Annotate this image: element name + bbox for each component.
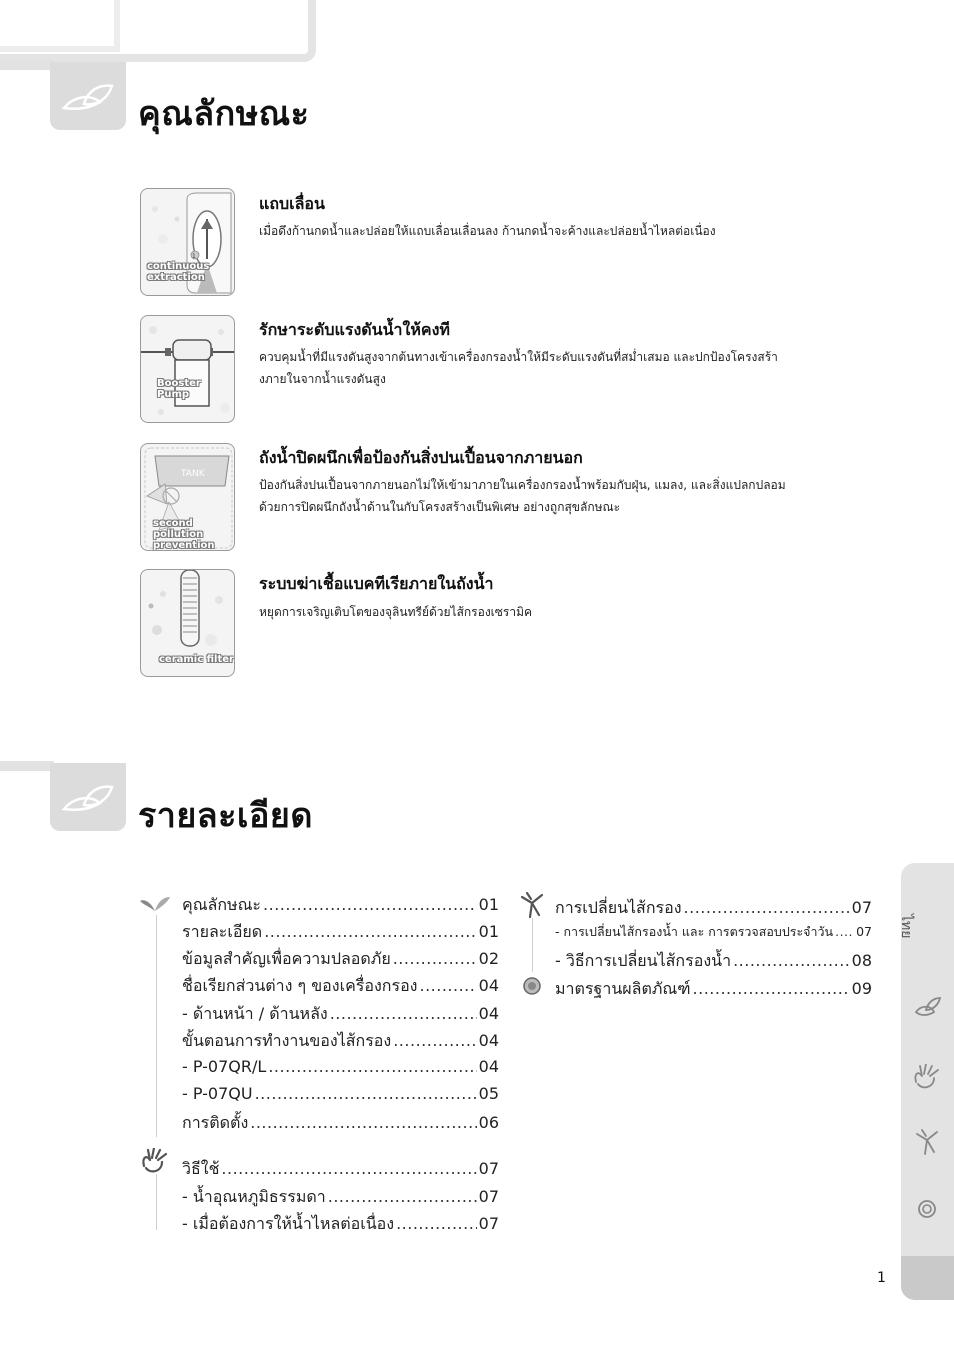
toc-entry-text: - เมื่อต้องการให้น้ำไหลต่อเนื่อง bbox=[182, 1214, 395, 1233]
svg-text:1: 1 bbox=[192, 253, 196, 260]
section-rule bbox=[0, 761, 54, 771]
thumb-label-line: prevention bbox=[153, 540, 215, 551]
section-rule bbox=[0, 60, 54, 70]
feature-title: แถบเลื่อน bbox=[259, 194, 325, 213]
toc-entry-text: ข้อมูลสำคัญเพื่อความปลอดภัย bbox=[182, 949, 391, 968]
toc-entry[interactable] bbox=[182, 947, 499, 972]
thumb-label-line: ceramic filter bbox=[159, 654, 234, 665]
toc-entry-text: วิธีใช้ bbox=[182, 1159, 220, 1178]
toc-divider-line bbox=[156, 915, 157, 1137]
toc-entry-page: 07 bbox=[478, 1159, 499, 1178]
person-icon bbox=[519, 891, 545, 919]
toc-entry[interactable] bbox=[555, 896, 872, 921]
toc-entry-text: ชื่อเรียกส่วนต่าง ๆ ของเครื่องกรอง bbox=[182, 976, 418, 995]
feature-image-ceramic-filter bbox=[140, 569, 235, 677]
feature-image-continuous-extraction bbox=[140, 188, 235, 296]
feature-title: ระบบฆ่าเชื้อแบคทีเรียภายในถังน้ำ bbox=[259, 574, 494, 593]
spiral-icon bbox=[916, 1198, 938, 1220]
toc-divider-line bbox=[532, 918, 533, 972]
toc-entry-page: 01 bbox=[478, 895, 499, 914]
page-number: 1 bbox=[877, 1270, 886, 1286]
toc-entry-text: รายละเอียด bbox=[182, 922, 263, 941]
toc-entry-page: 08 bbox=[851, 951, 872, 970]
toc-entry[interactable] bbox=[182, 1084, 499, 1103]
toc-entry-text: - ด้านหน้า / ด้านหลัง bbox=[182, 1004, 328, 1023]
toc-entry-text: - น้ำอุณหภูมิธรรมดา bbox=[182, 1187, 326, 1206]
toc-entry-page: 07 bbox=[851, 898, 872, 917]
toc-entry[interactable] bbox=[555, 922, 872, 942]
thumb-label-line: continuous bbox=[147, 261, 210, 272]
toc-entry-text: ขั้นตอนการทำงานของไส้กรอง bbox=[182, 1031, 392, 1050]
toc-entry-page: 07 bbox=[478, 1214, 499, 1233]
person-icon bbox=[914, 1128, 940, 1156]
hand-icon bbox=[140, 1148, 170, 1174]
thumb-label-line: Booster Pump bbox=[157, 378, 201, 400]
toc-divider-line bbox=[156, 1174, 157, 1230]
toc-entry[interactable] bbox=[182, 893, 499, 918]
toc-entry[interactable] bbox=[555, 949, 872, 974]
side-tab-footer bbox=[901, 1256, 954, 1300]
toc-entry[interactable] bbox=[182, 1029, 499, 1054]
svg-text:TANK: TANK bbox=[181, 469, 205, 479]
toc-entry[interactable] bbox=[182, 1057, 499, 1076]
feature-title: ถังน้ำปิดผนึกเพื่อป้องกันสิ่งปนเปื้อนจากภายนอก bbox=[259, 448, 583, 467]
leaf-logo-icon bbox=[60, 78, 118, 122]
toc-entry-page: 05 bbox=[478, 1084, 499, 1103]
spiral-icon bbox=[522, 976, 542, 996]
toc-entry[interactable] bbox=[182, 1002, 499, 1027]
toc-entry-text: - วิธีการเปลี่ยนไส้กรองน้ำ bbox=[555, 951, 732, 970]
toc-entry[interactable] bbox=[182, 920, 499, 945]
toc-entry-text: - P-07QU bbox=[182, 1084, 253, 1103]
toc-entry[interactable] bbox=[182, 1111, 499, 1136]
feature-desc-line: ด้วยการปิดผนึกถังน้ำด้านในกับโครงสร้างเป็นพิเศษ อย่างถูกสุขลักษณะ bbox=[259, 500, 621, 514]
toc-entry-text: การติดตั้ง bbox=[182, 1113, 249, 1132]
toc-entry-text: - การเปลี่ยนไส้กรองน้ำ และ การตรวจสอบประจำวัน bbox=[555, 924, 834, 939]
toc-entry-text: คุณลักษณะ bbox=[182, 895, 262, 914]
section-title-toc: รายละเอียด bbox=[138, 796, 313, 836]
feature-desc-line: ควบคุมน้ำที่มีแรงดันสูงจากต้นทางเข้าเครื่องกรองน้ำให้มีระดับแรงดันที่สม่ำเสมอ และปกป้องโครงสร้า bbox=[259, 350, 778, 364]
toc-entry-page: 09 bbox=[851, 979, 872, 998]
thumb-label-line: second pollution bbox=[153, 518, 204, 540]
sprout-icon bbox=[140, 893, 170, 913]
toc-entry-text: มาตรฐานผลิตภัณฑ์ bbox=[555, 979, 691, 998]
toc-entry-page: 06 bbox=[478, 1113, 499, 1132]
feature-desc-line: หยุดการเจริญเติบโตของจุลินทรีย์ด้วยไส้กรองเซรามิค bbox=[259, 605, 533, 619]
toc-entry-page: 04 bbox=[478, 1057, 499, 1076]
toc-entry[interactable] bbox=[182, 1157, 499, 1182]
toc-entry[interactable] bbox=[182, 1185, 499, 1210]
feature-image-sealed-tank bbox=[140, 443, 235, 551]
toc-entry-page: 04 bbox=[478, 976, 499, 995]
side-language-label: ไทย bbox=[898, 914, 914, 939]
toc-entry-page: 02 bbox=[478, 949, 499, 968]
toc-entry[interactable] bbox=[182, 1212, 499, 1237]
toc-entry-page: 04 bbox=[478, 1031, 499, 1050]
feature-desc-line: เมื่อดึงก้านกดน้ำและปล่อยให้แถบเลื่อนเลื่อนลง ก้านกดน้ำจะค้างและปล่อยน้ำไหลต่อเนื่อง bbox=[259, 224, 716, 238]
feature-desc-line: ป้องกันสิ่งปนเปื้อนจากภายนอกไม่ให้เข้ามาภายในเครื่องกรองน้ำพร้อมกับฝุ่น, แมลง, และสิ่งแปลกปลอม bbox=[259, 478, 786, 492]
thumb-label-line: extraction bbox=[147, 272, 205, 283]
toc-entry[interactable] bbox=[182, 974, 499, 999]
toc-entry-text: การเปลี่ยนไส้กรอง bbox=[555, 898, 682, 917]
hand-icon bbox=[912, 1064, 942, 1090]
top-decorative-frame-inner bbox=[0, 0, 120, 52]
toc-entry-page: 07 bbox=[856, 924, 872, 939]
feature-desc-line: งภายในจากน้ำแรงดันสูง bbox=[259, 372, 386, 386]
leaf-icon bbox=[912, 996, 942, 1020]
section-title-features: คุณลักษณะ bbox=[138, 94, 310, 134]
toc-entry[interactable] bbox=[555, 977, 872, 1002]
leaf-logo-icon bbox=[60, 779, 118, 823]
toc-entry-page: 04 bbox=[478, 1004, 499, 1023]
toc-entry-page: 01 bbox=[478, 922, 499, 941]
feature-title: รักษาระดับแรงดันน้ำให้คงที bbox=[259, 320, 450, 339]
feature-image-booster-pump bbox=[140, 315, 235, 423]
toc-entry-text: - P-07QR/L bbox=[182, 1057, 267, 1076]
toc-entry-page: 07 bbox=[478, 1187, 499, 1206]
